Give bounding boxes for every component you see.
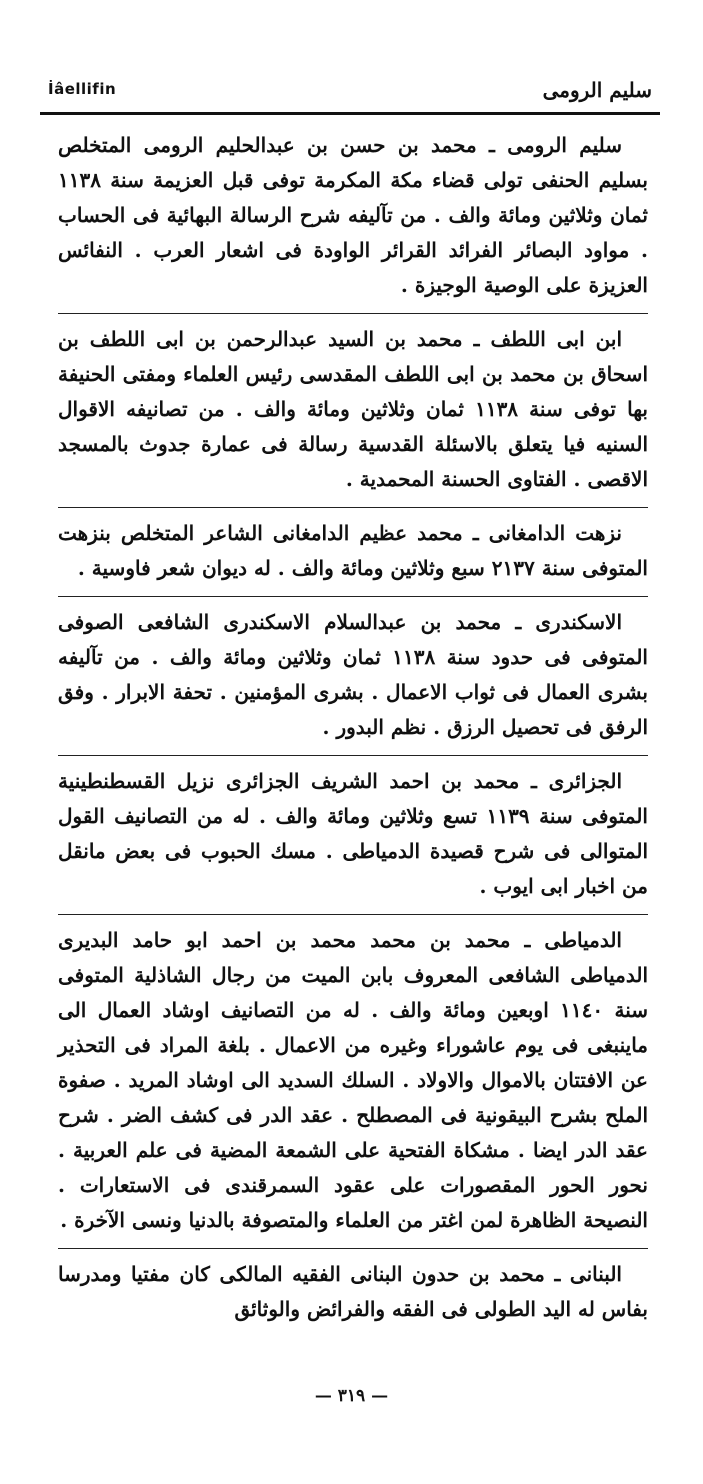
entry-ibn-abi-al-lutf: [58, 314, 648, 508]
entry-nuzhat-al-damghani: [58, 508, 648, 597]
entry-text: سليم الرومى ـ محمد بن حسن بن عبدالحليم الرومى المتخلص بسليم الحنفى تولى قضاء مكة المكرمة توفى قبل العزيمة سنة ١١٣٨ ثمان وثلاثين ومائة والف . من تآليفه شرح الرسالة البهائية فى الحساب . مواود البصائر الفرائد القرائر الواودة فى اشعار العرب . النفائس العزيزة على الوصية الوجيزة .: [58, 133, 648, 297]
entry-text: البنانى ـ محمد بن حدون البنانى الفقيه المالكى كان مفتيا ومدرسا بفاس له اليد الطولى فى الفقه والفرائض والوثائق: [58, 1262, 648, 1321]
entry-al-bannani: [58, 1249, 648, 1337]
entry-al-dimyati: [58, 915, 648, 1249]
entry-text: الجزائرى ـ محمد بن احمد الشريف الجزائرى نزيل القسطنطينية المتوفى سنة ١١٣٩ تسع وثلاثين ومائة والف . له من التصانيف القول المتوالى فى شرح قصيدة الدمياطى . مسك الحبوب فى بعض مانقل من اخبار ابى ايوب .: [58, 769, 648, 898]
entry-al-iskandari: [58, 597, 648, 756]
running-header: [40, 78, 660, 114]
entry-text: نزهت الدامغانى ـ محمد عظيم الدامغانى الشاعر المتخلص بنزهت المتوفى سنة ٢١٣٧ سبع وثلاثين ومائة والف . له ديوان شعر فاوسية .: [58, 521, 648, 580]
entries-list: [58, 120, 648, 1337]
entry-text: ابن ابى اللطف ـ محمد بن السيد عبدالرحمن بن ابى اللطف بن اسحاق بن محمد بن ابى اللطف المقدسى رئيس العلماء ومفتى الحنيفة بها توفى سنة ١١٣٨ ثمان وثلاثين ومائة والف . من تصانيفه الاقوال السنيه فيا يتعلق بالاسئلة القدسية رسالة فى عمارة جدوث بالمسجد الاقصى . الفتاوى الحسنة المحمدية .: [58, 327, 648, 491]
header-rule: [40, 112, 660, 115]
page-number: — ٣١٩ —: [314, 1386, 389, 1406]
entry-text: الاسكندرى ـ محمد بن عبدالسلام الاسكندرى الشافعى الصوفى المتوفى فى حدود سنة ١١٣٨ ثمان وثلاثين ومائة والف . من تآليفه بشرى العمال فى ثواب الاعمال . بشرى المؤمنين . تحفة الابرار . وفق الرفق فى تحصيل الرزق . نظم البدور .: [58, 610, 648, 739]
entry-al-jazairi: [58, 756, 648, 915]
entry-text: الدمياطى ـ محمد بن محمد محمد بن احمد ابو حامد البديرى الدمياطى الشافعى المعروف بابن الميت من رجال الشاذلية المتوفى سنة ١١٤٠ اوبعين ومائة والف . له من التصانيف اوشاد العمال الى ماينبغى فى يوم عاشوراء وغيره من الاعمال . بلغة المراد فى التحذير عن الافتتان بالاموال والاولاد . السلك السديد الى اوشاد المريد . صفوة الملح بشرح البيقونية فى المصطلح . عقد الدر فى كشف الضر . شرح عقد الدر ايضا . مشكاة الفتحية على الشمعة المضية فى علم العربية . نحور الحور المقصورات على عقود السمرقندى فى الاستعارات . النصيحة الظاهرة لمن اغتر من العلماء والمتصوفة بالدنيا ونسى الآخرة .: [58, 928, 648, 1232]
header-running-title: سليم الرومى: [542, 78, 652, 102]
header-left-label: İâellifin: [48, 80, 117, 98]
entry-salim-al-rumi: [58, 120, 648, 314]
